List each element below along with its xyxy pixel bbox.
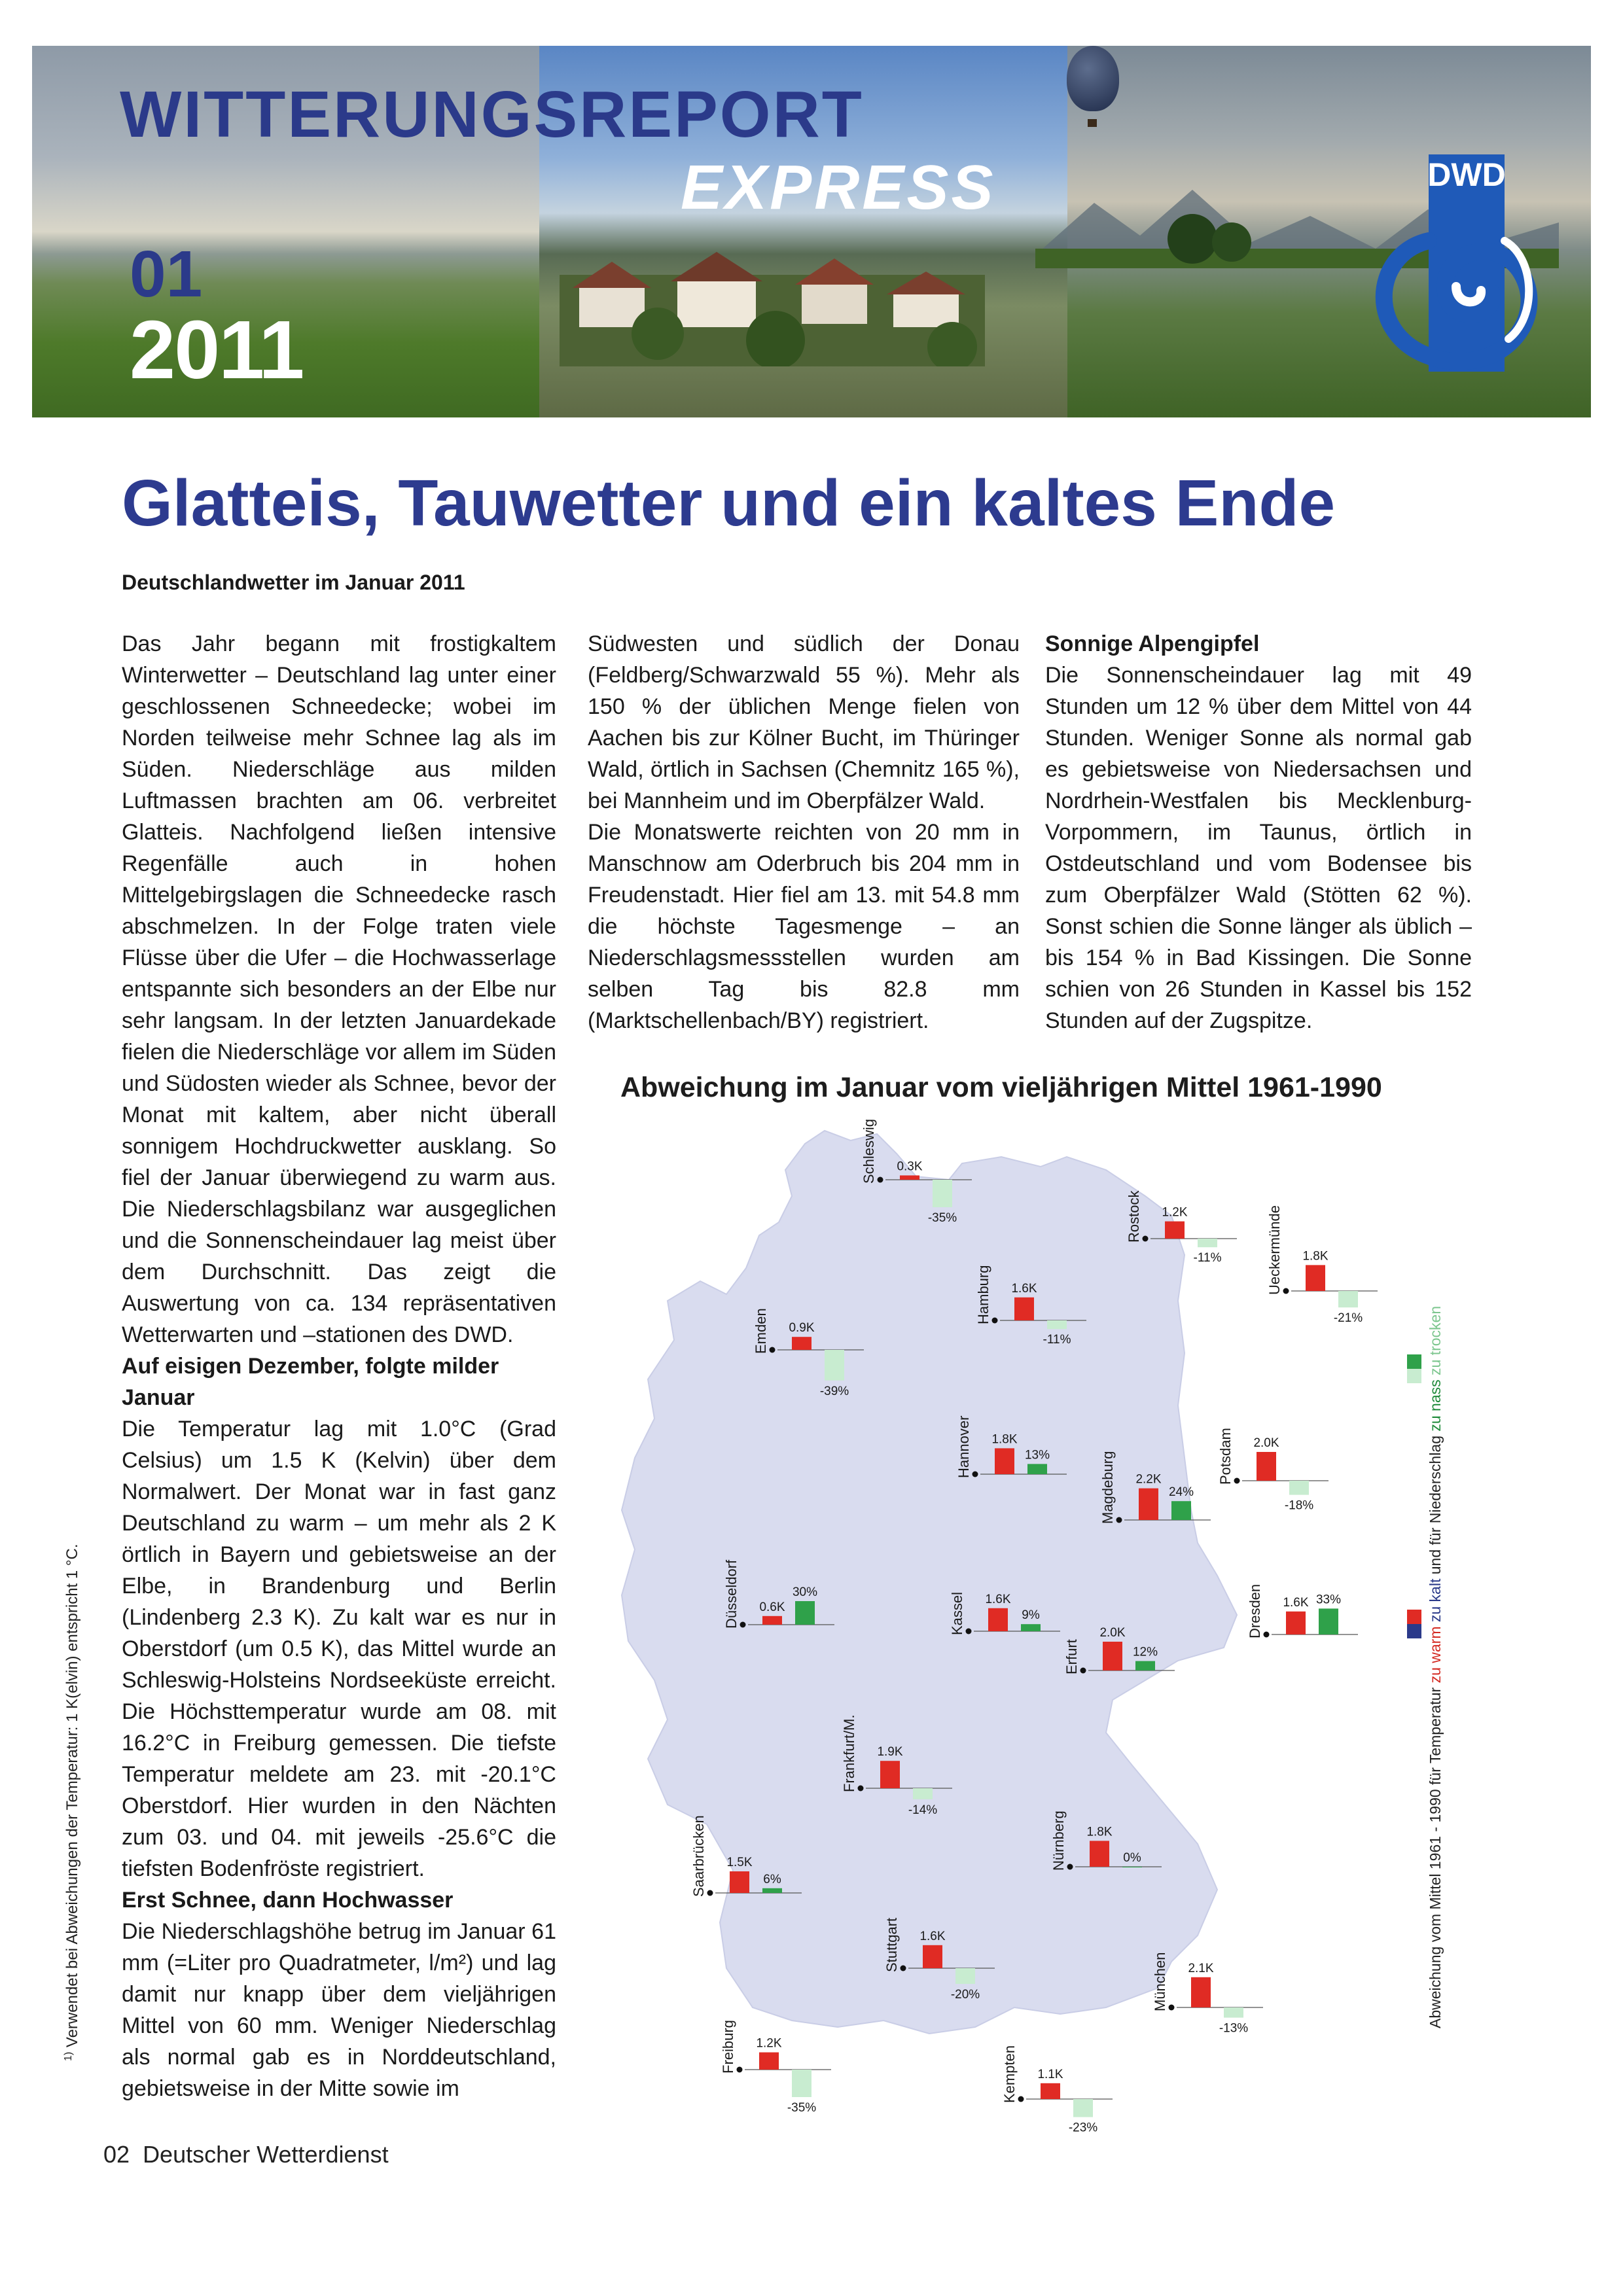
temp-label-freiburg: 1.2K	[756, 2036, 782, 2051]
station-name-kempten: Kempten	[1001, 2045, 1018, 2103]
temp-bar-n-rnberg	[1090, 1841, 1109, 1867]
temp-bar-potsdam	[1257, 1452, 1276, 1481]
legend-swatch-dry	[1407, 1369, 1421, 1383]
paragraph-precipitation: Die Niederschlagshöhe betrug im Januar 61 mm (=Liter pro Quadratmeter, l/m²) und lag damit nur knapp über dem vieljährigen Mittel von 60 mm. Weniger Niederschlag als normal gab es in Norddeutschland, gebietsweise in der Mitte sowie im	[122, 1919, 556, 2101]
precip-bar-stuttgart	[955, 1968, 975, 1984]
village-houses-illustration	[560, 236, 985, 366]
station-dot-magdeburg	[1116, 1517, 1122, 1523]
precip-label-hannover: 13%	[1024, 1448, 1050, 1462]
temp-label-hannover: 1.8K	[991, 1432, 1018, 1447]
precip-label-rostock: -11%	[1193, 1251, 1222, 1265]
precip-bar-hannover	[1027, 1464, 1047, 1474]
precip-label-saarbr-cken: 6%	[763, 1872, 781, 1886]
balloon-basket	[1088, 119, 1097, 127]
temp-label-saarbr-cken: 1.5K	[726, 1856, 753, 1869]
article-column-2	[588, 628, 1020, 1036]
precip-label-erfurt: 12%	[1132, 1645, 1158, 1659]
temp-label-schleswig: 0.3K	[897, 1159, 923, 1174]
temp-bar-schleswig	[900, 1175, 919, 1180]
precip-label-freiburg: -35%	[787, 2101, 817, 2115]
precip-bar-saarbr-cken	[762, 1888, 782, 1893]
legend-wet: zu nass	[1427, 1379, 1444, 1432]
station-dot-kassel	[966, 1629, 972, 1634]
paragraph-temperature: Die Temperatur lag mit 1.0°C (Grad Celsius) um 1.5 K (Kelvin) über dem Normalwert. Der Monat war in fast ganz Deutschland zu warm – um mehr als 2 K örtlich in Bayern und gebietsweise an der Elbe, in Brandenburg und Berlin (Lindenberg 2.3 K). Zu kalt war es nur in Oberstdorf (um 0.5 K), das Mittel wurde an Schleswig-Holsteins Nordseeküste erreicht. Die Höchsttemperatur wurde am 08. mit 16.2°C in Freiburg gemessen. Die tiefste Temperatur meldete am 23. mit -20.1°C Oberstdorf. Hier wurden in den Nächten zum 03. und 04. mit jeweils -25.6°C die tiefsten Bodenfröste registriert.	[122, 1417, 556, 1881]
temp-bar-freiburg	[759, 2053, 779, 2070]
precip-label-emden: -39%	[819, 1384, 849, 1398]
station-dot-hamburg	[992, 1318, 998, 1324]
publisher-name: Deutscher Wetterdienst	[143, 2141, 389, 2168]
precip-bar-hamburg	[1047, 1320, 1067, 1329]
precip-label-stuttgart: -20%	[950, 1988, 980, 2002]
article-column-1	[122, 628, 556, 2104]
station-dot-frankfurt-m	[858, 1786, 864, 1792]
station-dot-d-sseldorf	[740, 1622, 746, 1628]
page-footer	[103, 2141, 389, 2168]
station-name-potsdam: Potsdam	[1217, 1428, 1234, 1485]
temp-bar-emden	[792, 1337, 812, 1350]
temp-label-erfurt: 2.0K	[1099, 1626, 1126, 1640]
precip-bar-frankfurt-m	[913, 1788, 933, 1799]
temp-label-hamburg: 1.6K	[1011, 1281, 1037, 1296]
paragraph-sunshine: Die Sonnenscheindauer lag mit 49 Stunden um 12 % über dem Mittel von 44 Stunden. Weniger Sonne als normal gab es gebietsweise von Niedersachsen und Nordrhein-Westfalen bis Mecklenburg-Vorpommern, im Taunus, örtlich in Ostdeutschland und vom Bodensee bis zum Oberpfälzer Wald (Stötten 62 %). Sonst schien die Sonne länger als üblich – bis 154 % in Bad Kissingen. Die Sonne schien von 26 Stunden in Kassel bis 152 Stunden auf der Zugspitze.	[1045, 663, 1472, 1033]
station-name-erfurt: Erfurt	[1063, 1639, 1080, 1674]
precip-bar-potsdam	[1289, 1481, 1309, 1495]
precip-label-ueckerm-nde: -21%	[1333, 1311, 1363, 1326]
legend-dry: zu trocken	[1427, 1305, 1444, 1375]
temp-label-ueckerm-nde: 1.8K	[1302, 1249, 1329, 1263]
temp-label-stuttgart: 1.6K	[919, 1929, 946, 1943]
temp-label-kempten: 1.1K	[1037, 2067, 1063, 2081]
station-name-hannover: Hannover	[955, 1415, 972, 1478]
map-legend	[1427, 1306, 1444, 2028]
issue-year: 2011	[130, 304, 304, 396]
station-name-kassel: Kassel	[949, 1591, 965, 1635]
temp-bar-hamburg	[1014, 1298, 1034, 1320]
section-heading-sunshine: Sonnige Alpengipfel	[1045, 631, 1260, 656]
station-name-magdeburg: Magdeburg	[1099, 1451, 1116, 1524]
temp-label-emden: 0.9K	[789, 1321, 815, 1335]
deviation-map	[609, 1118, 1459, 2138]
footnote-marker: 1)	[63, 2051, 74, 2061]
precip-bar-ueckerm-nde	[1338, 1291, 1358, 1307]
station-dot-m-nchen	[1169, 2005, 1175, 2011]
precip-bar-dresden	[1319, 1608, 1338, 1634]
temp-bar-erfurt	[1103, 1642, 1122, 1670]
temp-bar-rostock	[1165, 1222, 1185, 1239]
report-subtitle: EXPRESS	[681, 152, 996, 222]
station-dot-emden	[770, 1347, 776, 1353]
station-name-saarbr-cken: Saarbrücken	[690, 1815, 707, 1897]
precip-bar-schleswig	[933, 1180, 952, 1207]
precip-bar-erfurt	[1135, 1661, 1155, 1670]
precip-label-n-rnberg: 0%	[1123, 1851, 1141, 1865]
temp-bar-dresden	[1286, 1612, 1306, 1634]
temp-label-dresden: 1.6K	[1283, 1595, 1309, 1610]
temp-bar-m-nchen	[1191, 1977, 1211, 2007]
temp-bar-frankfurt-m	[880, 1761, 900, 1788]
precip-bar-m-nchen	[1224, 2007, 1243, 2018]
precip-label-magdeburg: 24%	[1168, 1485, 1194, 1500]
station-name-freiburg: Freiburg	[720, 2020, 736, 2074]
station-name-frankfurt-m: Frankfurt/M.	[841, 1714, 857, 1792]
temp-bar-saarbr-cken	[730, 1871, 749, 1893]
station-dot-dresden	[1264, 1632, 1270, 1638]
footnote	[63, 1544, 82, 2062]
station-dot-rostock	[1143, 1236, 1149, 1242]
page-number: 02	[103, 2141, 130, 2168]
paragraph-precipitation-cont: Südwesten und südlich der Donau (Feldberg/Schwarzwald 55 %). Mehr als 150 % der üblichen Menge fielen von Aachen bis zur Kölner Bucht, im Thüringer Wald, örtlich in Sachsen (Chemnitz 165 %), bei Mannheim und im Oberpfälzer Wald.	[588, 631, 1020, 813]
precip-label-m-nchen: -13%	[1219, 2021, 1249, 2036]
deviation-map-svg	[609, 1118, 1459, 2138]
temp-label-frankfurt-m: 1.9K	[877, 1745, 903, 1759]
temp-bar-d-sseldorf	[762, 1616, 782, 1625]
hot-air-balloon-illustration	[1067, 46, 1119, 111]
station-dot-erfurt	[1080, 1668, 1086, 1674]
precip-bar-d-sseldorf	[795, 1601, 815, 1625]
issue-number: 01	[130, 238, 203, 311]
legend-swatch-warm	[1407, 1610, 1421, 1624]
precip-label-hamburg: -11%	[1043, 1333, 1071, 1347]
station-name-rostock: Rostock	[1126, 1190, 1142, 1243]
temp-bar-kempten	[1041, 2083, 1060, 2099]
dwd-logo-text: DWD	[1427, 156, 1506, 193]
germany-outline	[622, 1131, 1237, 2034]
precip-label-d-sseldorf: 30%	[792, 1585, 818, 1599]
station-dot-stuttgart	[901, 1966, 906, 1971]
temp-label-potsdam: 2.0K	[1253, 1436, 1279, 1450]
station-dot-freiburg	[737, 2067, 743, 2073]
report-title: WITTERUNGSREPORT	[120, 78, 864, 151]
section-heading-temperature: Auf eisigen Dezember, folgte milder Januar	[122, 1354, 499, 1410]
precip-label-frankfurt-m: -14%	[908, 1803, 938, 1817]
precip-bar-rostock	[1198, 1239, 1217, 1247]
station-dot-hannover	[972, 1472, 978, 1477]
legend-prefix: Abweichung vom Mittel 1961 - 1990 für Temperatur	[1427, 1687, 1444, 2028]
paragraph-intro: Das Jahr begann mit frostigkaltem Winterwetter – Deutschland lag unter einer geschlossenen Schneedecke; wobei im Norden teilweise mehr Schnee lag als im Süden. Niederschläge aus milden Luftmassen brachten am 06. verbreitet Glatteis. Nachfolgend ließen intensive Regenfälle auch in hohen Mittelgebirgslagen die Schneedecke rasch abschmelzen. In der Folge traten viele Flüsse über die Ufer – die Hochwasserlage entspannte sich besonders an der Elbe nur sehr langsam. In der letzten Januardekade fielen die Niederschläge vor allem im Süden und Südosten wieder als Schnee, bevor der Monat mit kaltem, aber nicht überall sonnigem Hochdruckwetter ausklang. So fiel der Januar überwiegend zu warm aus. Die Niederschlagsbilanz war ausgeglichen und die Sonnenscheindauer lag meist über dem Durchschnitt. Das zeigt die Auswertung von ca. 134 repräsentativen Wetterwarten und –stationen des DWD.	[122, 631, 556, 1347]
legend-cold: zu kalt	[1427, 1578, 1444, 1623]
station-dot-potsdam	[1234, 1478, 1240, 1484]
footnote-text: Verwendet bei Abweichungen der Temperatur: 1 K(elvin) entspricht 1 °C.	[63, 1544, 81, 2048]
station-name-emden: Emden	[753, 1308, 769, 1354]
station-dot-schleswig	[878, 1177, 883, 1183]
legend-warm: zu warm	[1427, 1626, 1444, 1684]
station-name-stuttgart: Stuttgart	[883, 1917, 900, 1972]
article-subheading: Deutschlandwetter im Januar 2011	[122, 571, 465, 594]
temp-label-rostock: 1.2K	[1162, 1205, 1188, 1220]
station-dot-saarbr-cken	[707, 1890, 713, 1896]
temp-bar-stuttgart	[923, 1945, 942, 1968]
temp-label-kassel: 1.6K	[985, 1592, 1011, 1606]
temp-bar-magdeburg	[1139, 1489, 1158, 1520]
station-name-m-nchen: München	[1152, 1952, 1168, 2011]
station-name-hamburg: Hamburg	[975, 1265, 991, 1324]
legend-swatch-cold	[1407, 1624, 1421, 1638]
station-name-d-sseldorf: Düsseldorf	[723, 1559, 740, 1629]
precip-label-kassel: 9%	[1022, 1608, 1040, 1623]
temp-label-m-nchen: 2.1K	[1188, 1961, 1214, 1975]
station-name-schleswig: Schleswig	[861, 1118, 877, 1184]
precip-bar-kassel	[1021, 1624, 1041, 1631]
article-column-3	[1045, 628, 1472, 1036]
station-dot-kempten	[1018, 2096, 1024, 2102]
station-dot-n-rnberg	[1067, 1864, 1073, 1870]
map-title: Abweichung im Januar vom vieljährigen Mittel 1961-1990	[620, 1072, 1382, 1103]
paragraph-monthly-values: Die Monatswerte reichten von 20 mm in Manschnow am Oderbruch bis 204 mm in Freudenstadt. Hier fiel am 13. mit 54.8 mm die höchste Tagesmenge – an Niederschlagsmessstellen wurden am selben Tag bis 82.8 mm (Marktschellenbach/BY) registriert.	[588, 820, 1020, 1033]
precip-label-schleswig: -35%	[927, 1211, 957, 1225]
legend-swatch-wet	[1407, 1354, 1421, 1369]
precip-label-potsdam: -18%	[1284, 1498, 1314, 1513]
precip-bar-kempten	[1073, 2099, 1093, 2117]
precip-bar-magdeburg	[1171, 1501, 1191, 1520]
article-headline: Glatteis, Tauwetter und ein kaltes Ende	[122, 467, 1336, 540]
legend-mid: und für Niederschlag	[1427, 1436, 1444, 1575]
temp-bar-hannover	[995, 1448, 1014, 1474]
precip-bar-emden	[825, 1350, 844, 1381]
section-heading-precipitation: Erst Schnee, dann Hochwasser	[122, 1888, 454, 1913]
temp-label-n-rnberg: 1.8K	[1086, 1825, 1113, 1839]
station-name-ueckerm-nde: Ueckermünde	[1266, 1205, 1283, 1295]
precip-bar-freiburg	[792, 2070, 812, 2097]
station-name-n-rnberg: Nürnberg	[1050, 1810, 1067, 1871]
temp-bar-ueckerm-nde	[1306, 1265, 1325, 1291]
temp-label-magdeburg: 2.2K	[1135, 1472, 1162, 1487]
station-dot-ueckerm-nde	[1283, 1288, 1289, 1294]
temp-bar-kassel	[988, 1608, 1008, 1631]
station-name-dresden: Dresden	[1247, 1583, 1263, 1638]
dwd-logo	[1358, 143, 1548, 378]
precip-label-dresden: 33%	[1315, 1593, 1342, 1607]
temp-label-d-sseldorf: 0.6K	[759, 1600, 785, 1614]
precip-label-kempten: -23%	[1068, 2121, 1098, 2135]
